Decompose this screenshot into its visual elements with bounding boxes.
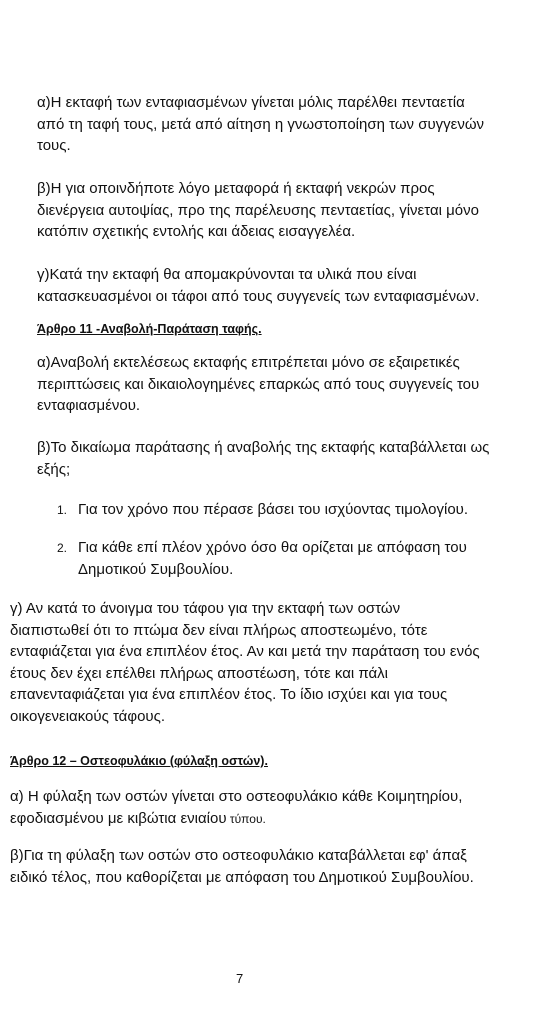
text-line: β)Η για οποινδήποτε λόγο μεταφορά ή εκταφή νεκρών προς: [37, 180, 435, 197]
text-line: οικογενειακούς τάφους.: [10, 707, 166, 725]
text-line: Δημοτικού Συμβουλίου.: [78, 560, 234, 578]
text-line: εξής;: [37, 460, 71, 478]
paragraph-ossuary-fee: [10, 845, 474, 888]
paragraph-exhumation-five-years: [37, 92, 484, 157]
text-line: ενταφιασμένου.: [37, 397, 141, 414]
paragraph-ossuary-storage: [10, 786, 462, 830]
paragraph-extension-right: [37, 437, 489, 480]
paragraph-not-decomposed: [10, 598, 480, 727]
text-line: β)Το δικαίωμα παράτασης ή αναβολής της εκταφής καταβάλλεται ως: [37, 439, 490, 456]
text-line: ειδικό τέλος, που καθορίζεται με απόφαση του Δημοτικού Συμβουλίου.: [10, 868, 474, 886]
text-line: από τη ταφή τους, μετά από αίτηση η γνωστοποίηση των συγγενών: [37, 115, 485, 133]
text-line: Για κάθε επί πλέον χρόνο όσο θα ορίζεται με απόφαση του: [78, 539, 467, 556]
paragraph-postponement: [37, 352, 479, 417]
paragraph-materials-removal: [37, 264, 480, 307]
text-line: επανενταφιάζεται για ένα επιπλέον έτος. Το ίδιο ισχύει και για τους: [10, 686, 448, 703]
text-line: κατασκευασμένοι οι τάφοι από τους συγγενείς των ενταφιασμένων.: [37, 287, 480, 305]
text-line: γ)Κατά την εκταφή θα απομακρύνονται τα υλικά που είναι: [37, 266, 417, 283]
list-number: 1.: [57, 503, 68, 517]
list-item-text: [78, 537, 467, 580]
text-line: διενέργεια αυτοψίας, προ της παρέλευσης πενταετίας, γίνεται μόνο: [37, 201, 479, 219]
text-line: διαπιστωθεί ότι το πτώμα δεν είναι πλήρως αποστεωμένο, τότε: [10, 621, 428, 639]
text-line: α)Αναβολή εκτελέσεως εκταφής επιτρέπεται μόνο σε εξαιρετικές: [37, 354, 460, 371]
text-line: γ) Αν κατά το άνοιγμα του τάφου για την εκταφή των οστών: [10, 600, 401, 617]
text-fragment: εφοδιασμένου με κιβώτια ενιαίου: [10, 809, 227, 827]
paragraph-autopsy-transfer: [37, 178, 479, 243]
text-line: ενταφιάζεται για ένα επιπλέον έτος. Αν και μετά την παράταση του ενός: [10, 643, 480, 660]
page-number: 7: [236, 971, 244, 986]
article-11-heading: Άρθρο 11 -Αναβολή-Παράταση ταφής.: [37, 322, 262, 336]
article-12-heading: Άρθρο 12 – Οστεοφυλάκιο (φύλαξη οστών).: [10, 754, 268, 768]
text-line: α) Η φύλαξη των οστών γίνεται στο οστεοφυλάκιο κάθε Κοιμητηρίου,: [10, 788, 463, 805]
list-item-text: Για τον χρόνο που πέρασε βάσει του ισχύοντας τιμολογίου.: [78, 501, 469, 518]
text-line: περιπτώσεις και δικαιολογημένες επαρκώς από τους συγγενείς του: [37, 375, 480, 393]
text-line: α)Η εκταφή των ενταφιασμένων γίνεται μόλις παρέλθει πενταετία: [37, 94, 465, 111]
text-line: β)Για τη φύλαξη των οστών στο οστεοφυλάκιο καταβάλλεται εφ' άπαξ: [10, 847, 467, 864]
text-line: έτους δεν έχει επέλθει πλήρως αποστέωση, τότε και πάλι: [10, 664, 389, 682]
text-line: [10, 808, 462, 831]
text-line: κατόπιν σχετικής εντολής και άδειας εισαγγελέα.: [37, 223, 356, 240]
list-number: 2.: [57, 541, 68, 555]
text-fragment: τύπου.: [226, 811, 266, 826]
text-line: τους.: [37, 137, 71, 154]
